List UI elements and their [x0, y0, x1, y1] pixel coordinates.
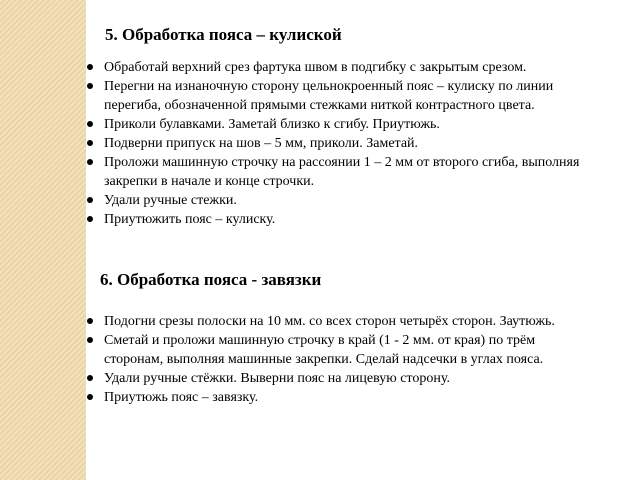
list-item-text: Приутюжь пояс – завязку. [104, 390, 259, 405]
list-item-text: Удали ручные стежки. [104, 193, 237, 208]
list-item [86, 312, 586, 331]
list-item [86, 191, 586, 210]
list-item-text: Обработай верхний срез фартука швом в подгибку с закрытым срезом. [104, 60, 527, 75]
list-item-text: Подогни срезы полоски на 10 мм. со всех сторон четырёх сторон. Заутюжь. [104, 314, 555, 329]
list-item [86, 369, 586, 388]
bullet-icon [87, 337, 93, 343]
decorative-side-stripe [0, 0, 86, 480]
list-item [86, 58, 586, 77]
bullet-icon [87, 140, 93, 146]
list-item-text: Сметай и проложи машинную строчку в край (1 - 2 мм. от края) по трём сторонам, выполняя машинные закрепки. Сделай надсечки в углах пояса. [104, 333, 544, 367]
bullet-icon [87, 216, 93, 222]
section-2-steps [86, 312, 586, 407]
section-2-title: 6. Обработка пояса - завязки [100, 270, 322, 289]
list-item-text: Проложи машинную строчку на рассоянии 1 – 2 мм от второго сгиба, выполняя закрепки в начале и конце строчки. [104, 155, 580, 189]
list-item [86, 210, 586, 229]
list-item [86, 77, 586, 115]
list-item [86, 153, 586, 191]
slide-content [86, 0, 640, 480]
section-1-steps [86, 58, 586, 229]
list-item-text: Приколи булавками. Заметай близко к сгибу. Приутюжь. [104, 117, 440, 132]
list-item-text: Удали ручные стёжки. Выверни пояс на лицевую сторону. [104, 371, 450, 386]
list-item [86, 115, 586, 134]
list-item-text: Подверни припуск на шов – 5 мм, приколи. Заметай. [104, 136, 419, 151]
list-item [86, 331, 586, 369]
bullet-icon [87, 83, 93, 89]
bullet-icon [87, 318, 93, 324]
bullet-icon [87, 375, 93, 381]
list-item [86, 134, 586, 153]
bullet-icon [87, 64, 93, 70]
bullet-icon [87, 394, 93, 400]
section-1-title: 5. Обработка пояса – кулиской [105, 25, 342, 44]
bullet-icon [87, 159, 93, 165]
list-item-text: Перегни на изнаночную сторону цельнокроенный пояс – кулиску по линии перегиба, обозначенной прямыми стежками ниткой контрастного цвета. [104, 79, 554, 113]
list-item-text: Приутюжить пояс – кулиску. [104, 212, 276, 227]
bullet-icon [87, 197, 93, 203]
bullet-icon [87, 121, 93, 127]
list-item [86, 388, 586, 407]
